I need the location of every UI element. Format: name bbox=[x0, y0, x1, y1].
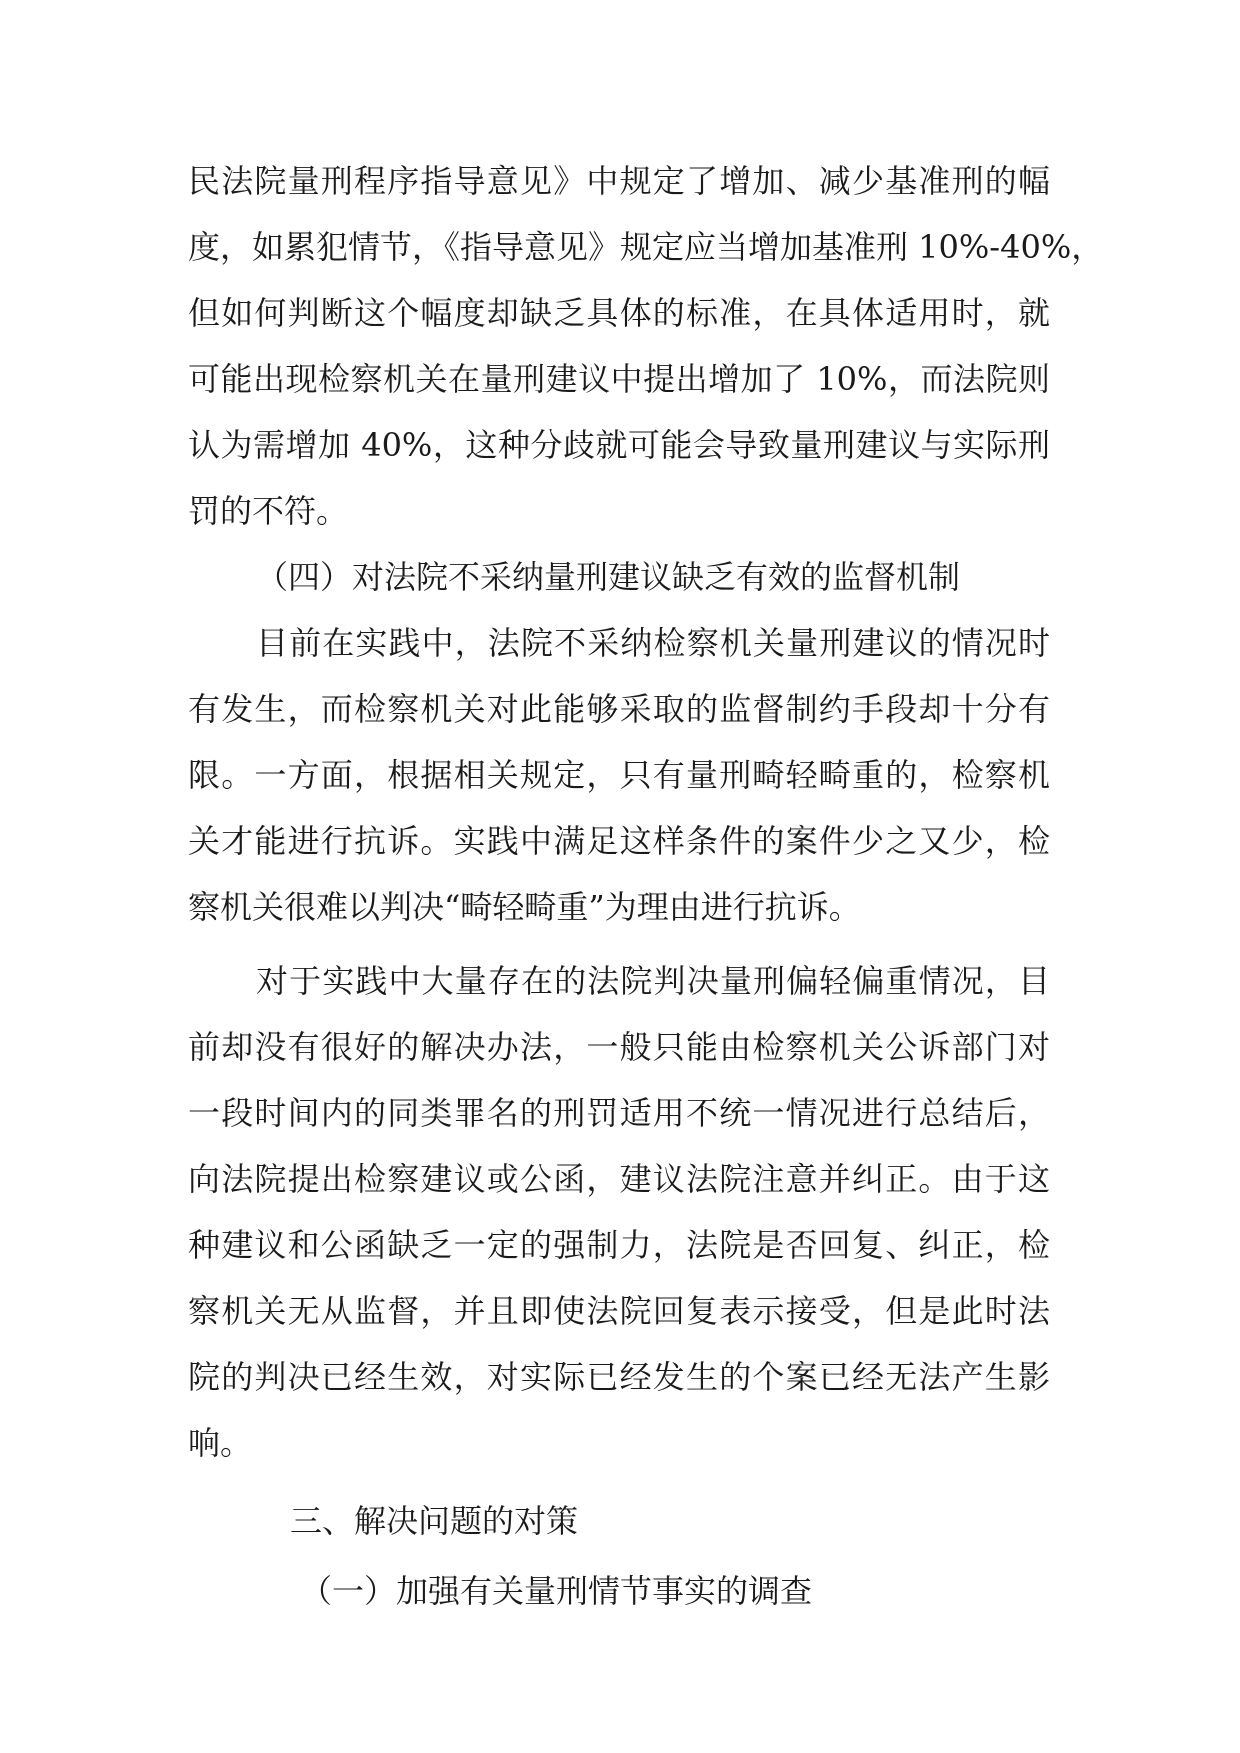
section-heading: （四）对法院不采纳量刑建议缺乏有效的监督机制 bbox=[256, 558, 961, 596]
text-line: 一段时间内的同类罪名的刑罚适用不统一情况进行总结后， bbox=[188, 1094, 1050, 1132]
text-line: 向法院提出检察建议或公函，建议法院注意并纠正。由于这 bbox=[188, 1160, 1050, 1198]
text-line: 民法院量刑程序指导意见》中规定了增加、减少基准刑的幅 bbox=[188, 162, 1050, 200]
text-line: 认为需增加 40%，这种分歧就可能会导致量刑建议与实际刑 bbox=[188, 426, 1050, 464]
text-line: 前却没有很好的解决办法，一般只能由检察机关公诉部门对 bbox=[188, 1028, 1050, 1066]
chapter-heading: 三、解决问题的对策 bbox=[290, 1502, 579, 1540]
text-line: 可能出现检察机关在量刑建议中提出增加了 10%，而法院则 bbox=[188, 360, 1050, 398]
text-line: 关才能进行抗诉。实践中满足这样条件的案件少之又少，检 bbox=[188, 822, 1050, 860]
text-line: 限。一方面，根据相关规定，只有量刑畸轻畸重的，检察机 bbox=[188, 756, 1050, 794]
paragraph-first-line: 对于实践中大量存在的法院判决量刑偏轻偏重情况，目 bbox=[256, 962, 1050, 1000]
text-line: 罚的不符。 bbox=[188, 492, 349, 530]
text-line: 察机关很难以判决“畸轻畸重”为理由进行抗诉。 bbox=[188, 888, 861, 926]
text-line: 但如何判断这个幅度却缺乏具体的标准，在具体适用时，就 bbox=[188, 294, 1050, 332]
text-line: 院的判决已经生效，对实际已经发生的个案已经无法产生影 bbox=[188, 1358, 1050, 1396]
section-heading: （一）加强有关量刑情节事实的调查 bbox=[300, 1572, 813, 1610]
text-line: 种建议和公函缺乏一定的强制力，法院是否回复、纠正，检 bbox=[188, 1226, 1050, 1264]
text-line: 察机关无从监督，并且即使法院回复表示接受，但是此时法 bbox=[188, 1292, 1050, 1330]
text-line: 有发生，而检察机关对此能够采取的监督制约手段却十分有 bbox=[188, 690, 1050, 728]
text-line: 响。 bbox=[188, 1424, 253, 1462]
paragraph-first-line: 目前在实践中，法院不采纳检察机关量刑建议的情况时 bbox=[256, 624, 1050, 662]
text-line: 度，如累犯情节，《指导意见》规定应当增加基准刑 10%-40%， bbox=[188, 228, 1104, 266]
